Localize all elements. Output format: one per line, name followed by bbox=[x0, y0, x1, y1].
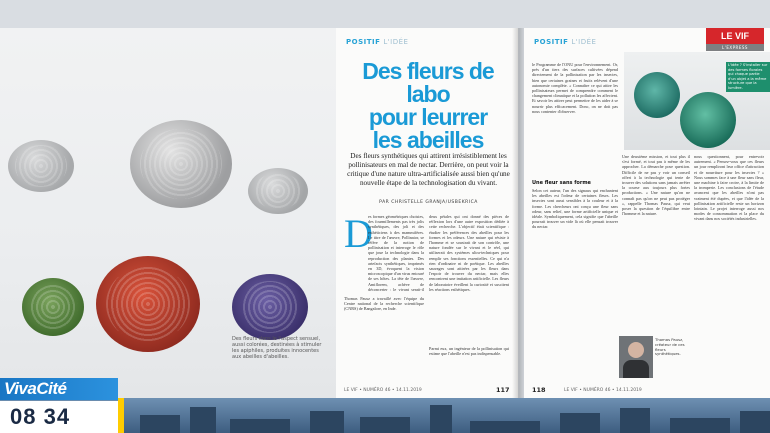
author-portrait bbox=[619, 336, 653, 378]
article-lede: Des fleurs synthétiques qui attirent irrésistiblement les pollinisateurs en mal de nectar. Derrière, on peut voir la critique d'une nature ultra-artificialisée aussi bien qu'une nouvelle étape de la technologisation du vivant. bbox=[347, 152, 510, 187]
teal-flower-large bbox=[680, 92, 736, 148]
grey-flower-small bbox=[8, 140, 74, 192]
section-rubric bbox=[346, 38, 408, 46]
logo-accent-bar bbox=[118, 398, 124, 433]
green-photo-caption: L'idée ? S'installer sur des formes florales qui chaque partie d'un objet a la même structure que la lumière. bbox=[726, 62, 770, 92]
rubric-label: POSITIF bbox=[346, 38, 381, 46]
section-rubric-right bbox=[534, 38, 596, 46]
page-folio-right: LE VIF • NUMÉRO 46 • 14.11.2019 bbox=[564, 388, 642, 393]
page-number: 117 bbox=[496, 386, 510, 394]
le-vif-logo-sub: L'EXPRESS bbox=[706, 44, 764, 51]
right-column-3: nous questionnent, pour entrevoir autrement. « Pensez-vous que ces fleurs un jour rempliront leur office d'attraction et de nourriture pour les insectes ? » Nous sommes face à une fleur sans fleur, une machine à faire croire, à la limite de la tromperie. Les conclusions de l'étude avancent que les abeilles n'ont pas vraiment été dupées, et que l'idée de la pollinisation artificielle reste un horizon lointain. Le projet interroge aussi nos modes de consommation et la place du vivant dans nos sociétés industrielles. bbox=[694, 154, 764, 222]
rubric-sub-label-right: L'IDÉE bbox=[571, 38, 597, 46]
article-headline bbox=[348, 60, 508, 152]
headline-line-2: pour leurrer bbox=[368, 104, 488, 130]
green-flower bbox=[22, 278, 84, 336]
rubric-sub-label: L'IDÉE bbox=[383, 38, 409, 46]
right-column-1-top: le Programme de l'ONU pour l'environnement. Or, près d'un tiers des surfaces cultivées dépend directement de la pollinisation par les insectes, bien que certaines graines et fruits relèvent d'une autonomie complète. « Connaître ce qui attire les pollinisateurs permet de comprendre comment le changement climatique et la pollution les affectent. Et savoir les attirer peut permettre de les aider à se nourrir plus efficacement. Donc, on ne doit pas nous contenter d'observer. bbox=[532, 62, 618, 114]
body-column-1-top: es formes géométriques choisies, des fourmillements pas très jolis synthétiques, des joli et des esthéticiens à des mammifères. Le titre de l'œuvre, Pollinator, se réfère de la notion de pollinisation et interroge le rôle que joue la technologie dans la reproduction des plantes. Des artefacts synthétiques, imprimés en 3D, évoquent la vision microscopique d'un virus entouré de ses hôtes. La tête de l'œuvre, Amiflorem, achève de déconcerter : le vivant serait-il bbox=[368, 214, 424, 292]
right-column-1-bottom: Selon cet auteur, l'un des signaux qui enchantent les abeilles est l'odeur de certaines fleurs. Les insectes sont aussi sensibles à la couleur et à la forme. Les chercheurs ont conçu une fleur sans odeur, sans relief, une forme artificielle unique et idéale. Symboliquement, cela signifie que l'abeille pourrait trouver un vide là où elle pensait trouver du nectar. bbox=[532, 188, 618, 230]
green-flowers-photo bbox=[624, 52, 770, 150]
page-folio: LE VIF • NUMÉRO 46 • 14.11.2019 bbox=[344, 388, 422, 393]
body-column-1-bottom: Thomas Pausz a travaillé avec l'équipe du Centre national de la recherche scientifique (CNRS) de Bangalore, en Inde. bbox=[344, 296, 424, 312]
photo-caption: Des fleurs dans le l'aspect sensuel, aussi colorées, destinées à stimuler les apiphiles, produites innocentes aux abeilles d'abeilles. bbox=[232, 336, 322, 360]
section-subhead: Une fleur sans forme bbox=[532, 180, 591, 186]
headline-line-3: les abeilles bbox=[372, 127, 484, 153]
page-number-right: 118 bbox=[532, 386, 546, 394]
grey-flower-right bbox=[248, 168, 308, 214]
left-photo-page bbox=[0, 28, 336, 398]
channel-logo: VivaCité bbox=[0, 378, 118, 400]
body-column-2: deux pétales qui ont donné des pièces de réflexion lors d'une autre exposition dédiée à cette recherche. L'objectif était scientifique : étudier les préférences des abeilles pour les formes et les odeurs. Une nature qui résiste à l'homme et se soustrait de son contrôle, une nature fondée sur le vivant et le réel, qui utiliserait des systèmes ultra-techniques pour remplir ses fonctions essentielles. Ce qui n'a rien d'ordinaire ni de poétique. Les abeilles sauvages sont attirées par les fleurs dans l'espoir de trouver du nectar, mais elles rencontrent une imitation artificielle. Les fleurs de laboratoire éveillent la curiosité et suscitent les réactions esthétiques. bbox=[429, 214, 509, 292]
headline-line-1: Des fleurs de labo bbox=[362, 58, 494, 107]
teal-flower-small bbox=[634, 72, 680, 118]
broadcast-clock: 08 34 bbox=[0, 401, 118, 433]
right-column-2: Une deuxième mission, et tout plus il s'est formé, et tout pas à même de les approcher. La démarche pose question. Difficile de ne pas y voir un conseil offert à la technologie qui tente de trouver des solutions sans jamais arrêter la course aux toujours plus fortes productions. « Une nature qu'on ne connaît pas qu'on ne peut pas protéger », rappelle Thomas Pausz, qui veut poser la question de l'équilibre entre l'homme et la nature. bbox=[622, 154, 690, 217]
red-flower bbox=[96, 256, 200, 352]
article-page-117 bbox=[336, 28, 518, 398]
article-page-118 bbox=[524, 28, 770, 398]
author-caption: Thomas Pausz, créateur de ces fleurs synthétiques. bbox=[655, 337, 685, 357]
body-column-2-bottom: Parmi eux, un ingénieur de la pollinisation qui estime que l'abeille n'est pas indispensable. bbox=[429, 346, 509, 357]
purple-flower bbox=[232, 274, 308, 340]
rubric-label-right: POSITIF bbox=[534, 38, 569, 46]
drop-cap: D bbox=[344, 211, 373, 256]
le-vif-logo: LE VIF bbox=[706, 28, 764, 44]
grey-flower-large bbox=[130, 120, 232, 208]
article-byline: PAR CHRISTELLE GRANJA/USBEKRICA bbox=[379, 200, 478, 205]
